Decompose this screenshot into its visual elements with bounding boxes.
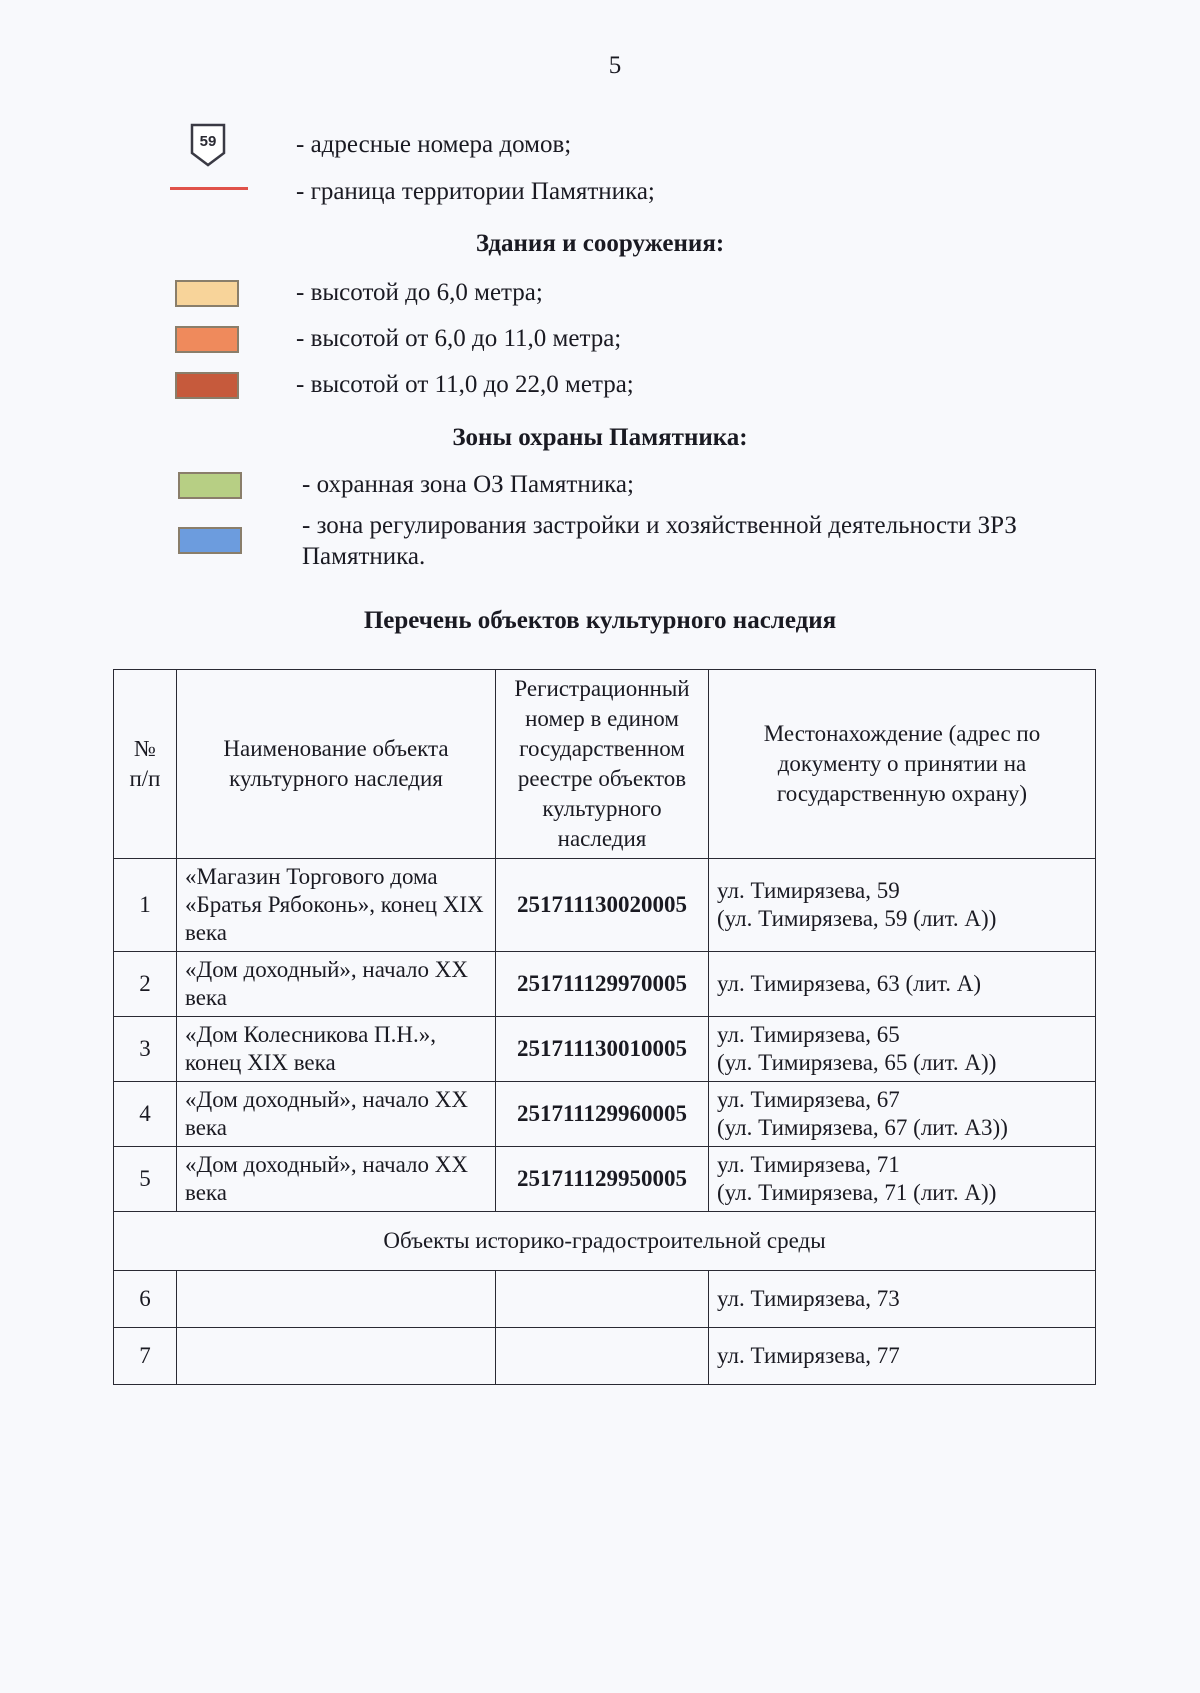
section-label: Объекты историко-градостроительной среды	[114, 1212, 1096, 1271]
address-line: ул. Тимирязева, 59	[717, 878, 900, 903]
row-address	[709, 859, 1096, 952]
header-number: № п/п	[114, 670, 177, 859]
table-row	[114, 1271, 1096, 1328]
legend-building-mid-label: - высотой от 6,0 до 11,0 метра;	[296, 325, 622, 352]
row-number: 7	[114, 1328, 177, 1385]
boundary-line-icon	[170, 187, 248, 190]
row-number: 2	[114, 952, 177, 1017]
row-registration: 251711129970005	[496, 952, 709, 1017]
row-registration: 251711130020005	[496, 859, 709, 952]
legend-house-numbers-label: - адресные номера домов;	[296, 131, 572, 158]
page-number: 5	[608, 52, 622, 79]
legend-boundary-label: - граница территории Памятника;	[296, 178, 655, 205]
zones-heading: Зоны охраны Памятника:	[452, 424, 748, 451]
address-line: (ул. Тимирязева, 67 (лит. А3))	[717, 1115, 1008, 1140]
table-row	[114, 1328, 1096, 1385]
legend-building-high-label: - высотой от 11,0 до 22,0 метра;	[296, 371, 634, 398]
table-row	[114, 1017, 1096, 1082]
row-address	[709, 952, 1096, 1017]
building-high-swatch	[175, 372, 239, 399]
table-row	[114, 952, 1096, 1017]
address-line: ул. Тимирязева, 63 (лит. А)	[717, 971, 982, 996]
row-address: ул. Тимирязева, 77	[709, 1328, 1096, 1385]
table-row	[114, 1082, 1096, 1147]
row-address: ул. Тимирязева, 73	[709, 1271, 1096, 1328]
legend-protection-zone-label: - охранная зона ОЗ Памятника;	[302, 471, 634, 498]
table-header-row	[114, 670, 1096, 859]
protection-zone-swatch	[178, 472, 242, 499]
row-name: «Дом Колесникова П.Н.», конец XIX века	[177, 1017, 496, 1082]
row-number: 5	[114, 1147, 177, 1212]
legend-building-low-label: - высотой до 6,0 метра;	[296, 279, 543, 306]
badge-text: 59	[199, 133, 217, 150]
row-registration: 251711129950005	[496, 1147, 709, 1212]
row-name: «Дом доходный», начало XX века	[177, 1082, 496, 1147]
address-line: (ул. Тимирязева, 71 (лит. А))	[717, 1180, 997, 1205]
building-low-swatch	[175, 280, 239, 307]
row-address	[709, 1147, 1096, 1212]
table-row	[114, 1147, 1096, 1212]
row-number: 3	[114, 1017, 177, 1082]
regulation-zone-swatch	[178, 527, 242, 554]
address-line: (ул. Тимирязева, 59 (лит. А))	[717, 906, 997, 931]
row-number: 6	[114, 1271, 177, 1328]
row-name: «Магазин Торгового дома «Братья Рябоконь», конец XIX века	[177, 859, 496, 952]
house-number-badge-icon	[190, 123, 226, 167]
address-line: ул. Тимирязева, 71	[717, 1152, 900, 1177]
row-registration	[496, 1271, 709, 1328]
building-mid-swatch	[175, 326, 239, 353]
row-address	[709, 1017, 1096, 1082]
row-number: 4	[114, 1082, 177, 1147]
address-line: (ул. Тимирязева, 65 (лит. А))	[717, 1050, 997, 1075]
row-name	[177, 1271, 496, 1328]
row-registration: 251711130010005	[496, 1017, 709, 1082]
row-registration	[496, 1328, 709, 1385]
table-title: Перечень объектов культурного наследия	[363, 607, 837, 634]
row-name	[177, 1328, 496, 1385]
row-name: «Дом доходный», начало XX века	[177, 952, 496, 1017]
heritage-objects-table	[113, 669, 1096, 1385]
table-row	[114, 859, 1096, 952]
row-registration: 251711129960005	[496, 1082, 709, 1147]
row-number: 1	[114, 859, 177, 952]
header-registration: Регистрационный номер в едином государственном реестре объектов культурного наследия	[496, 670, 709, 859]
header-name: Наименование объекта культурного наследия	[177, 670, 496, 859]
table-section-row	[114, 1212, 1096, 1271]
buildings-heading: Здания и сооружения:	[475, 230, 725, 257]
row-address	[709, 1082, 1096, 1147]
row-name: «Дом доходный», начало XX века	[177, 1147, 496, 1212]
address-line: ул. Тимирязева, 67	[717, 1087, 900, 1112]
header-location: Местонахождение (адрес по документу о принятии на государственную охрану)	[709, 670, 1096, 859]
address-line: ул. Тимирязева, 65	[717, 1022, 900, 1047]
legend-regulation-zone-label: - зона регулирования застройки и хозяйственной деятельности ЗРЗ Памятника.	[302, 512, 1017, 570]
